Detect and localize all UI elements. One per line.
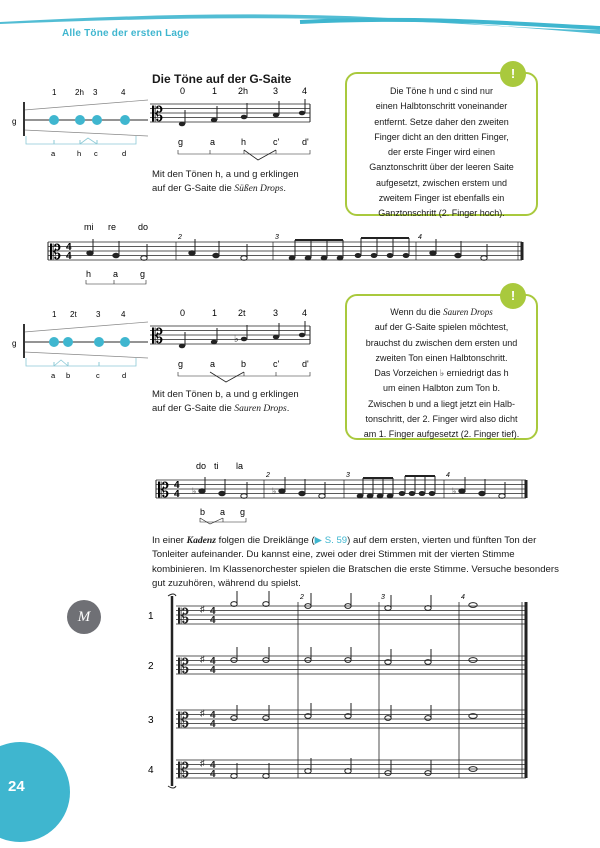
measure-number: 4 [446,472,450,479]
info-line: zweitem Finger ist ebenfalls ein [378,193,505,204]
whole-note [469,658,477,663]
half-note [345,658,351,663]
info-line: der erste Finger wird einen [387,147,496,158]
measure-number: 4 [461,594,465,601]
fret-letter: h [77,149,82,158]
staff-letter: d' [302,359,309,369]
finger-number: 2h [75,88,84,97]
staff-letter: a [210,359,216,369]
svg-text:𝄡: 𝄡 [50,242,62,264]
sharp-key-signature-icon: ♯ [200,708,205,718]
alto-clef-icon: 𝄡 [178,606,190,628]
info-icon: ! [500,61,526,87]
finger-number: 1 [52,310,57,319]
fret-letter: d [122,371,127,380]
staff-letter: c' [273,137,280,147]
info-line: Ganztonschritt (2. Finger hoch). [378,208,505,219]
info-line: um einen Halbton zum Ton b. [383,383,500,394]
m-badge: M [67,600,101,634]
fret-letter: a [51,149,56,158]
tone-staff-1 [150,86,330,166]
sharp-key-signature-icon: ♯ [200,604,205,614]
fingerboard-diagram-g-string [8,84,138,164]
alto-clef-icon: 𝄡 [178,710,190,732]
info-line: Ganztonschritt über der leeren Saite [369,162,514,173]
alto-clef-icon: 𝄡 [178,760,190,782]
staff-letter: c' [273,359,280,369]
svg-text:4: 4 [66,251,72,262]
info-line: Wenn du die Sauren Drops [390,307,493,317]
info-line: Zwischen b und a liegt jetzt ein Halb- [367,398,516,409]
whole-note [469,603,477,608]
info-line: tonschritt, der 2. Finger wird also dicht [365,414,518,425]
measure-number: 2 [266,472,270,479]
page-number: 24 [8,778,25,795]
voice-number: 1 [148,611,154,622]
info-line: Die Töne h und c sind nur [390,86,493,96]
melody-staff-2 [148,458,528,528]
running-title: Alle Töne der ersten Lage [62,28,190,39]
info-box-flat [345,294,538,440]
alto-clef-icon: 𝄡 [178,656,190,678]
svg-text:4: 4 [174,489,180,500]
solfege-syllable: mi [84,222,94,232]
svg-text:4: 4 [174,480,180,491]
staff-letter: d' [302,137,309,147]
measure-number: 3 [346,472,350,479]
info-box-halftone [345,72,538,219]
finger-number: 4 [121,310,126,319]
staff-fingering: 2t [238,308,246,318]
voice-number: 4 [148,765,154,776]
half-note [305,658,311,663]
finger-number: 3 [96,310,101,319]
finger-number: 3 [93,88,98,97]
caption-sour-drops: Mit den Tönen b, a und g erklingen auf der G-Saite die Sauren Drops. [152,389,299,414]
fret-letter: b [66,371,71,380]
caption-sweet-drops: Mit den Tönen h, a und g erklingen auf der G-Saite die Süßen Drops. [152,169,299,194]
solfege-syllable: re [108,222,117,232]
time-signature-digit: 4 [210,665,216,676]
measure-number: 4 [418,234,422,241]
fret-letter: a [51,371,56,380]
time-signature-digit: 4 [210,656,216,667]
half-note [425,771,431,776]
svg-text:♭: ♭ [452,486,457,496]
kadenz-score [148,592,528,792]
half-note [263,716,269,721]
page-reference-link[interactable]: ▶ S. 59 [314,535,348,546]
svg-text:4: 4 [66,242,72,253]
finger-number: 4 [121,88,126,97]
measure-number: 3 [275,234,279,241]
time-signature-digit: 4 [210,606,216,617]
fret-letter: d [122,149,127,158]
time-signature-digit: 4 [210,719,216,730]
staff-fingering: 4 [302,86,308,96]
half-note [231,658,237,663]
half-note [385,771,391,776]
tone-letter: b [200,507,206,517]
solfege-syllable: ti [214,461,219,471]
tone-letter: a [220,507,226,517]
staff-fingering: 0 [180,308,186,318]
string-label: g [12,117,17,126]
staff-fingering: 0 [180,86,186,96]
voice-number: 3 [148,715,154,726]
measure-number: 2 [178,234,182,241]
staff-fingering: 1 [212,86,218,96]
kadenz-paragraph: In einer Kadenz folgen die Dreiklänge (▶ S. 59) auf dem ersten, vierten und fünften Ton der Tonleiter aufeinander. Du kannst eine, zwei oder drei Stimmen mit der vierten Stimme kombinieren. Im Klassenorchester spielen die Bratschen die erste Stimme. Versuche besonders gut zuzuhören, während du spielst. [152,535,559,589]
sharp-key-signature-icon: ♯ [200,654,205,664]
staff-fingering: 4 [302,308,308,318]
info-line: brauchst du zwischen dem ersten und [365,337,518,348]
half-note [231,716,237,721]
staff-fingering: 1 [212,308,218,318]
info-line: Finger dicht an den dritten Finger, [374,131,509,142]
solfege-syllable: do [138,222,149,232]
staff-fingering: 3 [273,308,279,318]
solfege-syllable: do [196,461,207,471]
measure-number: 2 [300,594,304,601]
tone-letter: g [140,269,146,279]
tone-letter: g [240,507,246,517]
fret-letter: c [94,149,98,158]
solfege-syllable: la [236,461,244,471]
half-note [385,716,391,721]
string-label: g [12,339,17,348]
fingerboard-diagram-g-string-flat [8,306,138,386]
time-signature-digit: 4 [210,710,216,721]
finger-number: 1 [52,88,57,97]
info-line: einen Halbtonschritt voneinander [375,101,508,112]
staff-letter: b [241,359,247,369]
info-line: am 1. Finger aufgesetzt (2. Finger tief). [363,429,520,440]
half-note [425,716,431,721]
svg-text:♭: ♭ [234,334,239,345]
staff-letter: h [241,137,247,147]
time-signature-digit: 4 [210,769,216,780]
staff-fingering: 2h [238,86,249,96]
staff-letter: g [178,359,184,369]
tone-letter: a [113,269,119,279]
svg-text:𝄡: 𝄡 [158,480,170,502]
time-signature-digit: 4 [210,760,216,771]
svg-text:𝄡: 𝄡 [152,326,164,348]
time-signature-digit: 4 [210,615,216,626]
staff-letter: g [178,137,184,147]
section-title: Die Töne auf der G-Saite [152,72,292,86]
svg-text:𝄡: 𝄡 [152,104,164,126]
finger-number: 2t [70,310,77,319]
tone-letter: h [86,269,92,279]
half-note [263,658,269,663]
info-line: entfernt. Setze daher den zweiten [374,116,509,127]
sharp-key-signature-icon: ♯ [200,758,205,768]
tone-staff-2 [150,308,330,388]
svg-text:♭: ♭ [192,486,197,496]
measure-number: 3 [381,594,385,601]
fret-letter: c [96,371,100,380]
info-icon: ! [500,283,526,309]
info-line: aufgesetzt, zwischen erstem und [375,177,508,188]
melody-staff-1 [48,220,528,290]
info-line: zweiten Ton einen Halbtonschritt. [375,352,508,363]
staff-fingering: 3 [273,86,279,96]
voice-number: 2 [148,661,154,672]
svg-text:♭: ♭ [272,486,277,496]
staff-letter: a [210,137,216,147]
info-line: Das Vorzeichen ♭ erniedrigt das h [374,368,509,379]
info-line: auf der G-Saite spielen möchtest, [374,322,509,333]
